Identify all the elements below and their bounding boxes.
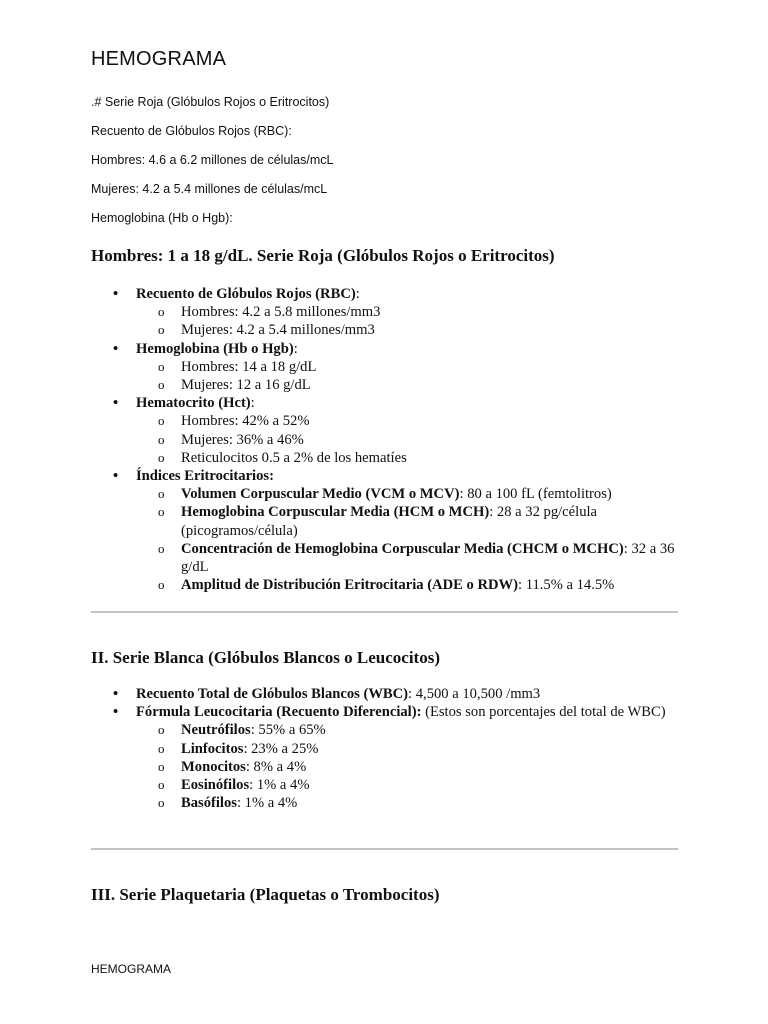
horizontal-rule bbox=[91, 848, 678, 850]
list-item-rbc: • Recuento de Glóbulos Rojos (RBC): bbox=[113, 286, 360, 302]
bullet: • bbox=[113, 686, 119, 702]
sub-item-basofilos: o Basófilos: 1% a 4% bbox=[158, 795, 298, 812]
section-heading-serie-plaquetaria: III. Serie Plaquetaria (Plaquetas o Trombocitos) bbox=[91, 885, 440, 904]
sub-item: o Hombres: 14 a 18 g/dL bbox=[158, 358, 317, 375]
item-label: Fórmula Leucocitaria (Recuento Diferencial): bbox=[136, 704, 422, 721]
sub-item-neutrofilos: o Neutrófilos: 55% a 65% bbox=[158, 722, 326, 739]
item-label: Hemoglobina (Hb o Hgb) bbox=[136, 340, 294, 357]
sub-item: o Mujeres: 4.2 a 5.4 millones/mm3 bbox=[158, 322, 375, 339]
intro-line-rbc: Recuento de Glóbulos Rojos (RBC): bbox=[91, 124, 292, 138]
sub-item-monocitos: o Monocitos: 8% a 4% bbox=[158, 758, 307, 775]
item-label: Hematocrito (Hct) bbox=[136, 395, 251, 412]
sub-item: o Reticulocitos 0.5 a 2% de los hematíes bbox=[158, 449, 407, 466]
horizontal-rule bbox=[91, 611, 678, 613]
list-item-wbc: • Recuento Total de Glóbulos Blancos (WBC): 4,500 a 10,500 /mm3 bbox=[113, 686, 541, 702]
bullet: • bbox=[113, 286, 119, 302]
item-label: Índices Eritrocitarios: bbox=[136, 468, 274, 485]
sub-item: o Mujeres: 12 a 16 g/dL bbox=[158, 377, 311, 394]
bullet: • bbox=[113, 468, 119, 485]
serie-blanca-list bbox=[91, 685, 681, 812]
bullet: • bbox=[113, 704, 119, 721]
section-heading-serie-roja: Hombres: 1 a 18 g/dL. Serie Roja (Glóbulos Rojos o Eritrocitos) bbox=[91, 246, 555, 265]
document-title: HEMOGRAMA bbox=[91, 48, 227, 70]
sub-item-hcm: o Hemoglobina Corpuscular Media (HCM o MCH): 28 a 32 pg/célula (picogramos/célula) bbox=[158, 504, 598, 539]
intro-line-hemoglobina: Hemoglobina (Hb o Hgb): bbox=[91, 211, 233, 225]
sub-item: o Mujeres: 36% a 46% bbox=[158, 431, 304, 448]
sub-item-ade: o Amplitud de Distribución Eritrocitaria (ADE o RDW): 11.5% a 14.5% bbox=[158, 577, 615, 594]
list-item-formula: • Fórmula Leucocitaria (Recuento Diferencial): (Estos son porcentajes del total de WBC) bbox=[113, 704, 666, 721]
list-item-hemoglobina: • Hemoglobina (Hb o Hgb): bbox=[113, 340, 298, 357]
sub-item: o Hombres: 42% a 52% bbox=[158, 413, 310, 430]
intro-line-serie-roja: .# Serie Roja (Glóbulos Rojos o Eritrocitos) bbox=[91, 95, 330, 109]
item-label: Recuento de Glóbulos Rojos (RBC) bbox=[136, 286, 356, 302]
page-footer: HEMOGRAMA bbox=[91, 962, 172, 976]
item-label: Recuento Total de Glóbulos Blancos (WBC) bbox=[136, 686, 409, 702]
list-item-hematocrito: • Hematocrito (Hct): bbox=[113, 395, 255, 412]
bullet: • bbox=[113, 395, 119, 412]
sub-item-chcm: o Concentración de Hemoglobina Corpuscular Media (CHCM o MCHC): 32 a 36 g/dL bbox=[158, 540, 675, 576]
sub-item-linfocitos: o Linfocitos: 23% a 25% bbox=[158, 740, 319, 757]
bullet: • bbox=[113, 340, 119, 357]
intro-line-hombres: Hombres: 4.6 a 6.2 millones de células/mcL bbox=[91, 153, 334, 167]
list-item-indices bbox=[91, 467, 681, 485]
sub-item-vcm: o Volumen Corpuscular Medio (VCM o MCV): 80 a 100 fL (femtolitros) bbox=[158, 486, 612, 503]
sub-item-eosinofilos: o Eosinófilos: 1% a 4% bbox=[158, 777, 310, 794]
sub-item: o Hombres: 4.2 a 5.8 millones/mm3 bbox=[158, 304, 381, 321]
section-heading-serie-blanca: II. Serie Blanca (Glóbulos Blancos o Leucocitos) bbox=[91, 648, 440, 667]
intro-line-mujeres: Mujeres: 4.2 a 5.4 millones de células/mcL bbox=[91, 182, 328, 196]
serie-roja-list bbox=[91, 285, 681, 594]
